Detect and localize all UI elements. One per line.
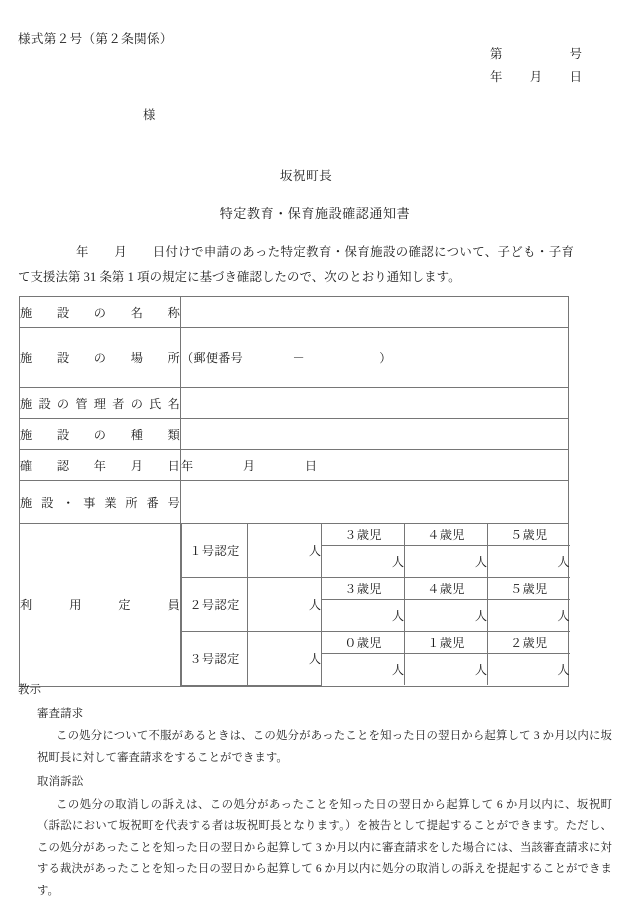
date-day-label: 日: [569, 70, 582, 84]
row-label-capacity: 利用定員: [20, 524, 181, 687]
instructions-title: 教示: [18, 684, 42, 696]
row-label-confirmation-date: 確認年月日: [20, 450, 181, 481]
row-label-manager-name: 施設の管理者の氏名: [20, 388, 181, 419]
date-year-label: 年: [490, 70, 503, 84]
capacity-total-unit-2[interactable]: 人: [248, 578, 322, 632]
capacity-cell: [181, 524, 569, 687]
age-header-1-1: ４歳児: [405, 524, 488, 546]
table-row: [20, 419, 569, 450]
row-label-facility-name: 施設の名称: [20, 297, 181, 328]
capacity-age-header-row: [182, 578, 570, 600]
form-number: 様式第２号（第２条関係）: [18, 32, 173, 46]
document-number-prefix: 第: [490, 47, 503, 61]
certification-label-2: ２号認定: [182, 578, 248, 632]
capacity-table: [181, 524, 570, 686]
age-header-3-0: ０歳児: [322, 632, 405, 654]
instruction-heading-review-request: 審査請求: [37, 707, 84, 720]
certification-label-3: ３号認定: [182, 632, 248, 686]
addressee-honorific: 様: [143, 108, 156, 122]
table-row: [20, 450, 569, 481]
table-row: [20, 481, 569, 524]
instruction-heading-revocation-suit: 取消訴訟: [37, 776, 84, 788]
capacity-value-3-2[interactable]: 人: [488, 654, 570, 686]
age-header-3-2: ２歳児: [488, 632, 570, 654]
capacity-value-1-0[interactable]: 人: [322, 546, 405, 578]
row-label-facility-type: 施設の種類: [20, 419, 181, 450]
table-row: [20, 388, 569, 419]
capacity-age-header-row: [182, 632, 570, 654]
capacity-value-2-2[interactable]: 人: [488, 600, 570, 632]
capacity-value-3-0[interactable]: 人: [322, 654, 405, 686]
capacity-value-1-2[interactable]: 人: [488, 546, 570, 578]
row-value-confirmation-date[interactable]: 年 月 日: [181, 450, 569, 481]
age-header-1-2: ５歳児: [488, 524, 570, 546]
row-value-facility-type[interactable]: [181, 419, 569, 450]
capacity-value-2-0[interactable]: 人: [322, 600, 405, 632]
row-value-facility-name[interactable]: [181, 297, 569, 328]
document-number-suffix: 号: [569, 47, 582, 61]
document-number-block: [490, 44, 600, 85]
age-header-2-1: ４歳児: [405, 578, 488, 600]
row-value-manager-name[interactable]: [181, 388, 569, 419]
instruction-body-revocation-suit: この処分の取消しの訴えは、この処分があったことを知った日の翌日から起算して 6 か月以内に、坂祝町（訴訟において坂祝町を代表する者は坂祝町長となります。）を被告として提起することができます。ただし、この処分があったことを知った日の翌日から起算して 3 か月以内に審査請求をした場合には、当該審査請求に対する裁決があったことを知った日の翌日から起算して 6 か月以内に処分の取消しの訴えを提起することができます。: [37, 798, 612, 897]
age-header-3-1: １歳児: [405, 632, 488, 654]
age-header-2-2: ５歳児: [488, 578, 570, 600]
facility-information-table: [19, 296, 569, 687]
age-header-1-0: ３歳児: [322, 524, 405, 546]
capacity-value-2-1[interactable]: 人: [405, 600, 488, 632]
document-date-line: [490, 67, 582, 85]
row-value-facility-number[interactable]: [181, 481, 569, 524]
capacity-value-1-1[interactable]: 人: [405, 546, 488, 578]
capacity-age-header-row: [182, 524, 570, 546]
row-value-facility-location[interactable]: （郵便番号 － ）: [181, 328, 569, 388]
capacity-total-unit-3[interactable]: 人: [248, 632, 322, 686]
capacity-total-unit-1[interactable]: 人: [248, 524, 322, 578]
row-label-facility-number: 施設・事業所番号: [20, 481, 181, 524]
capacity-value-3-1[interactable]: 人: [405, 654, 488, 686]
document-number-line: [490, 44, 582, 62]
issuer-name: 坂祝町長: [279, 169, 333, 183]
instructions-section: [18, 680, 612, 903]
row-label-facility-location: 施設の場所: [20, 328, 181, 388]
date-month-label: 月: [529, 70, 543, 84]
table-row: [20, 328, 569, 388]
instruction-body-review-request: この処分について不服があるときは、この処分があったことを知った日の翌日から起算して 3 か月以内に坂祝町長に対して審査請求をすることができます。: [37, 730, 612, 764]
age-header-2-0: ３歳児: [322, 578, 405, 600]
table-row: [20, 297, 569, 328]
certification-label-1: １号認定: [182, 524, 248, 578]
table-row-capacity: [20, 524, 569, 687]
lead-paragraph: 年 月 日付けで申請のあった特定教育・保育施設の確認について、子ども・子育て支援法第 31 条第 1 項の規定に基づき確認したので、次のとおり通知します。: [18, 245, 574, 284]
page-title: 特定教育・保育施設確認通知書: [219, 206, 411, 221]
